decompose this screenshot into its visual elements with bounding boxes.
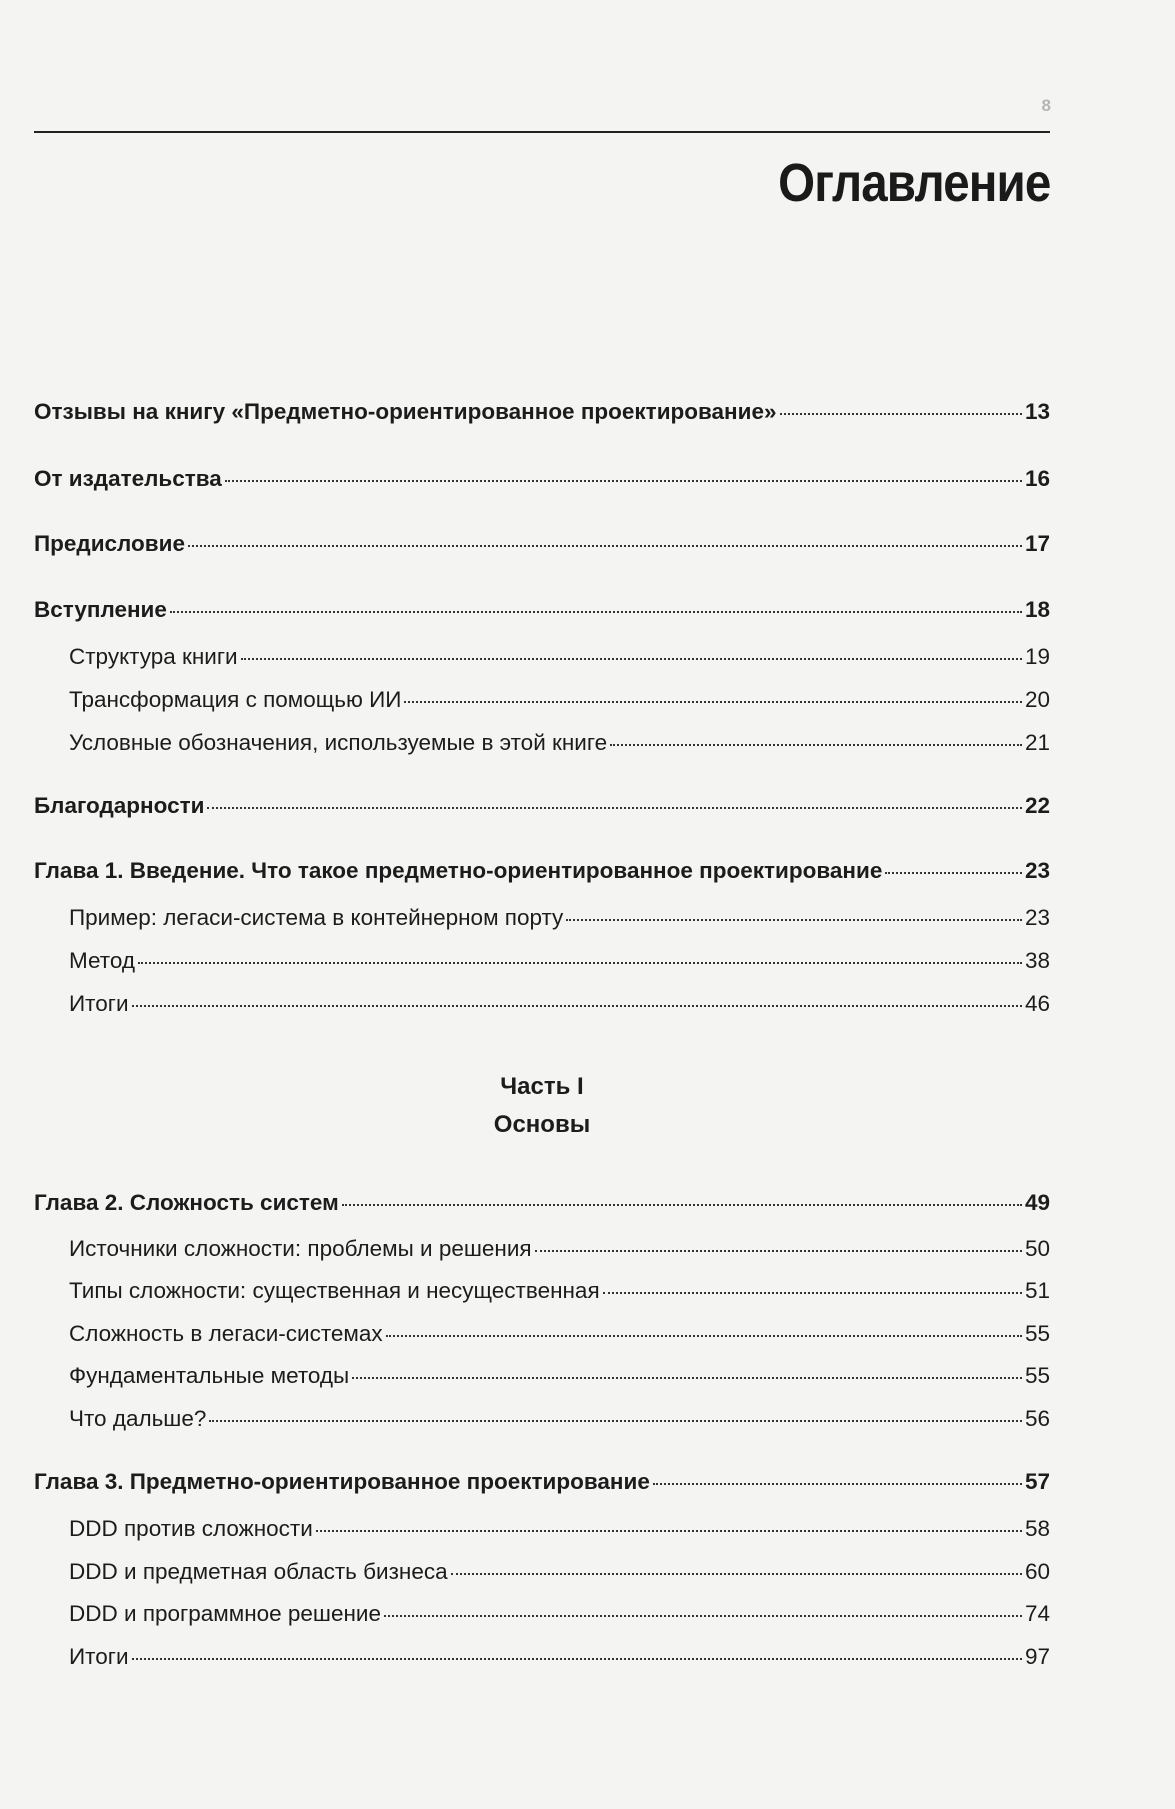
toc-entry-acknowledgements[interactable] [34,792,1050,820]
toc-entry-label: Что дальше? [69,1406,207,1431]
dot-leader [342,1196,1022,1206]
toc-entry-label: Фундаментальные методы [69,1363,350,1388]
toc-entry-chapter-1[interactable] [34,857,1050,885]
header-rule [34,131,1050,133]
toc-entry-page: 56 [1024,1406,1050,1431]
toc-entry-reviews[interactable] [34,398,1050,426]
toc-entry-method[interactable] [69,947,1050,975]
page-number: 8 [1041,96,1051,115]
toc-entry-label: Глава 1. Введение. Что такое предметно-ориентированное проектирование [34,858,883,883]
dot-leader [610,736,1022,746]
toc-entry-chapter-2[interactable] [34,1189,1050,1217]
toc-entry-label: DDD против сложности [69,1516,313,1541]
toc-entry-conventions[interactable] [69,729,1050,757]
toc-entry-page: 23 [1024,905,1050,930]
toc-entry-legacy-example[interactable] [69,904,1050,932]
dot-leader [780,405,1022,415]
toc-entry-page: 20 [1024,687,1050,712]
toc-entry-label: Типы сложности: существенная и несущественная [69,1278,600,1303]
toc-entry-ai-transformation[interactable] [69,686,1050,714]
dot-leader [386,1327,1022,1337]
toc-entry-page: 97 [1024,1644,1050,1669]
toc-entry-summary-3[interactable] [69,1643,1050,1671]
toc-entry-summary-1[interactable] [69,990,1050,1018]
toc-entry-complexity-types[interactable] [69,1277,1050,1305]
dot-leader [132,1650,1022,1660]
toc-entry-page: 19 [1024,644,1050,669]
dot-leader [566,911,1022,921]
toc-entry-label: Структура книги [69,644,238,669]
dot-leader [603,1284,1022,1294]
toc-entry-ddd-vs-complexity[interactable] [69,1515,1050,1543]
toc-entry-label: Пример: легаси-система в контейнерном порту [69,905,564,930]
dot-leader [885,864,1022,874]
toc-entry-foreword[interactable] [34,530,1050,558]
toc-entry-book-structure[interactable] [69,643,1050,671]
toc-entry-label: Предисловие [34,531,185,556]
toc-entry-label: Итоги [69,1644,129,1669]
toc-entry-page: 46 [1024,991,1050,1016]
toc-entry-page: 57 [1024,1469,1050,1494]
toc-entry-fundamental-methods[interactable] [69,1362,1050,1390]
toc-entry-label: Вступление [34,597,167,622]
toc-entry-page: 22 [1024,793,1050,818]
toc-entry-label: Отзывы на книгу «Предметно-ориентированное проектирование» [34,399,777,424]
dot-leader [451,1565,1022,1575]
toc-entry-page: 17 [1024,531,1050,556]
toc-entry-page: 74 [1024,1601,1050,1626]
part-name: Основы [493,1111,591,1138]
dot-leader [225,472,1022,482]
toc-entry-label: От издательства [34,466,222,491]
toc-entry-ddd-software-solution[interactable] [69,1600,1050,1628]
toc-entry-label: Трансформация с помощью ИИ [69,687,402,712]
toc-entry-label: DDD и предметная область бизнеса [69,1559,448,1584]
toc-entry-label: Сложность в легаси-системах [69,1321,383,1346]
toc-entry-page: 13 [1024,399,1050,424]
dot-leader [209,1412,1022,1422]
toc-entry-page: 55 [1024,1363,1050,1388]
dot-leader [352,1369,1022,1379]
toc-entry-label: Глава 2. Сложность систем [34,1190,339,1215]
toc-entry-page: 23 [1024,858,1050,883]
dot-leader [138,954,1022,964]
toc-entry-page: 60 [1024,1559,1050,1584]
dot-leader [316,1522,1022,1532]
toc-entry-page: 21 [1024,730,1050,755]
dot-leader [241,650,1022,660]
dot-leader [404,693,1021,703]
toc-entry-label: Метод [69,948,135,973]
dot-leader [384,1607,1022,1617]
toc-entry-page: 50 [1024,1236,1050,1261]
toc-entry-page: 51 [1024,1278,1050,1303]
dot-leader [535,1242,1022,1252]
toc-entry-chapter-3[interactable] [34,1468,1050,1496]
toc-entry-label: Условные обозначения, используемые в этой книге [69,730,608,755]
toc-entry-introduction[interactable] [34,596,1050,624]
page-title: Оглавление [777,153,1050,213]
toc-entry-page: 38 [1024,948,1050,973]
toc-entry-page: 16 [1024,466,1050,491]
toc-entry-legacy-complexity[interactable] [69,1320,1050,1348]
toc-entry-page: 55 [1024,1321,1050,1346]
toc-entry-page: 49 [1024,1190,1050,1215]
toc-entry-label: Источники сложности: проблемы и решения [69,1236,532,1261]
toc-entry-complexity-sources[interactable] [69,1235,1050,1263]
dot-leader [188,537,1022,547]
dot-leader [170,603,1022,613]
toc-entry-page: 58 [1024,1516,1050,1541]
toc-entry-label: Итоги [69,991,129,1016]
part-title: Часть I [500,1073,584,1100]
toc-entry-publisher[interactable] [34,465,1050,493]
toc-entry-label: DDD и программное решение [69,1601,382,1626]
toc-entry-label: Благодарности [34,793,205,818]
toc-entry-page: 18 [1024,597,1050,622]
toc-entry-ddd-business-domain[interactable] [69,1558,1050,1586]
dot-leader [207,799,1022,809]
dot-leader [653,1475,1022,1485]
toc-entry-label: Глава 3. Предметно-ориентированное проектирование [34,1469,650,1494]
dot-leader [132,997,1022,1007]
toc-entry-whats-next[interactable] [69,1405,1050,1433]
